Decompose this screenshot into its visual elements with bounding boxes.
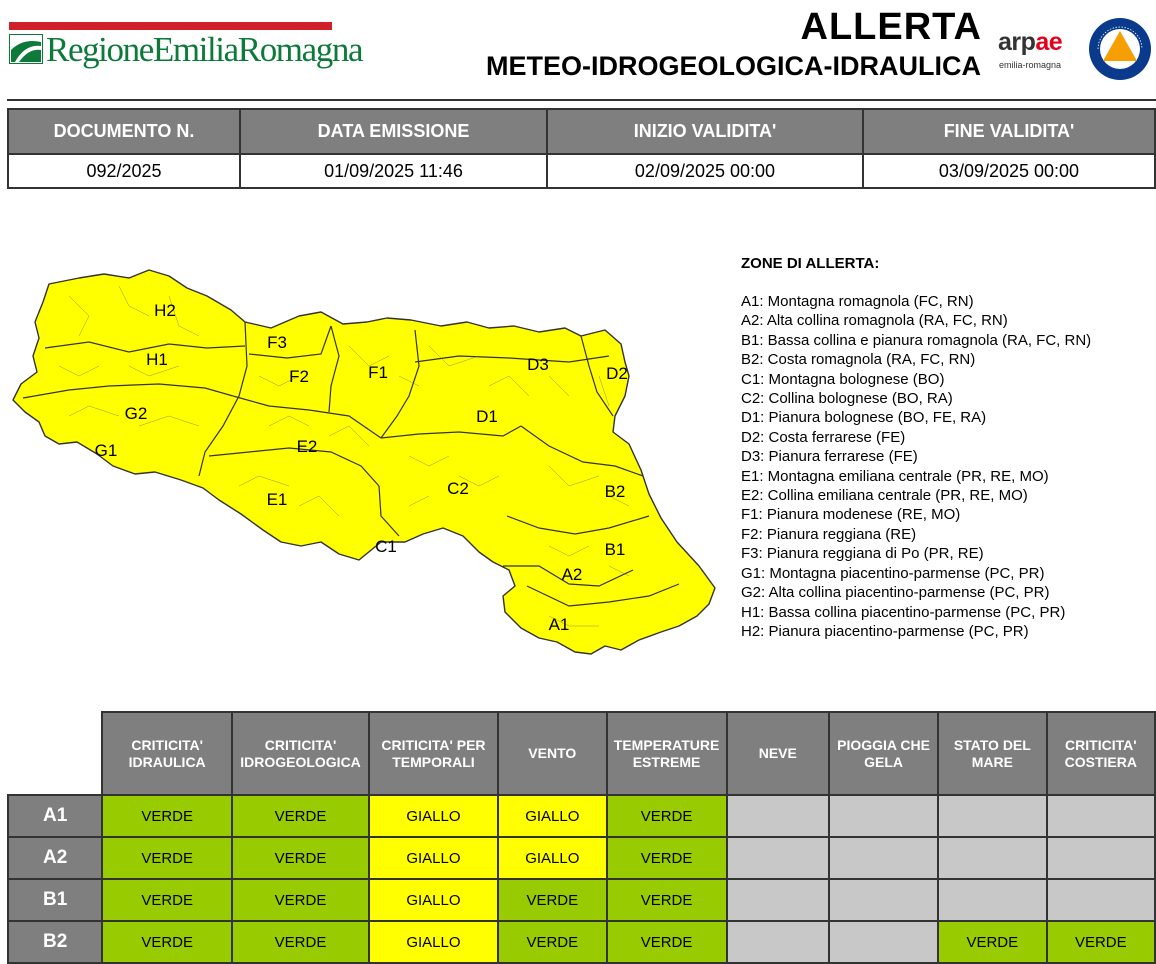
grid-cell-status <box>829 921 938 963</box>
grid-cell-status <box>829 879 938 921</box>
alert-zone-map <box>9 266 724 664</box>
grid-cell-status: GIALLO <box>369 921 498 963</box>
grid-cell-status: VERDE <box>607 837 727 879</box>
legend-item-e2: E2: Collina emiliana centrale (PR, RE, MO) <box>741 487 1028 505</box>
zone-label-g2: G2 <box>124 404 148 423</box>
document-info-table <box>7 108 1156 189</box>
legend-item-h1: H1: Bassa collina piacentino-parmense (PC, PR) <box>741 603 1066 621</box>
arpae-logo-subtitle: emilia-romagna <box>999 60 1062 70</box>
zone-label-h1: H1 <box>146 350 168 369</box>
info-header-fine-validita: FINE VALIDITA' <box>863 109 1155 154</box>
page-title: ALLERTA <box>800 6 982 48</box>
legend-item-a2: A2: Alta collina romagnola (RA, FC, RN) <box>741 312 1008 330</box>
grid-cell-status: VERDE <box>102 795 232 837</box>
grid-col-neve: NEVE <box>727 712 830 795</box>
grid-cell-status: VERDE <box>232 921 369 963</box>
legend-item-e1: E1: Montagna emiliana centrale (PR, RE, MO) <box>741 467 1049 485</box>
zone-label-b2: B2 <box>604 482 626 501</box>
info-header-inizio-validita: INIZIO VALIDITA' <box>547 109 863 154</box>
grid-cell-status: VERDE <box>232 795 369 837</box>
grid-zone-label: B2 <box>8 921 102 963</box>
protezione-civile-logo <box>1088 17 1152 81</box>
grid-cell-status: GIALLO <box>498 837 607 879</box>
alert-grid-row <box>8 921 1155 963</box>
grid-cell-status: VERDE <box>607 921 727 963</box>
legend-item-g2: G2: Alta collina piacentino-parmense (PC, PR) <box>741 584 1050 602</box>
alert-grid-row <box>8 879 1155 921</box>
zone-label-f1: F1 <box>368 363 388 382</box>
grid-cell-status: GIALLO <box>498 795 607 837</box>
zone-label-g1: G1 <box>94 441 118 460</box>
grid-col-temperature: TEMPERATURE ESTREME <box>607 712 727 795</box>
region-outline <box>13 270 715 654</box>
alert-grid-row <box>8 837 1155 879</box>
alert-grid-header-row <box>8 712 1155 795</box>
zone-label-b1: B1 <box>604 540 626 559</box>
grid-col-idraulica: CRITICITA' IDRAULICA <box>102 712 232 795</box>
info-header-data-emissione: DATA EMISSIONE <box>240 109 547 154</box>
regione-logo-text: RegioneEmiliaRomagna <box>46 30 363 69</box>
header-divider <box>7 99 1156 101</box>
zone-label-d1: D1 <box>476 407 498 426</box>
alert-grid-body <box>8 795 1155 963</box>
grid-cell-status: VERDE <box>498 879 607 921</box>
grid-cell-status: VERDE <box>102 879 232 921</box>
zone-label-a2: A2 <box>561 565 583 584</box>
alert-grid <box>7 711 1156 964</box>
legend-item-b1: B1: Bassa collina e pianura romagnola (RA, FC, RN) <box>741 331 1092 349</box>
info-header-row <box>8 109 1155 154</box>
info-header-documento: DOCUMENTO N. <box>8 109 240 154</box>
legend-item-d3: D3: Pianura ferrarese (FE) <box>741 448 918 466</box>
legend-item-g1: G1: Montagna piacentino-parmense (PC, PR) <box>741 564 1045 582</box>
legend-item-d1: D1: Pianura bolognese (BO, FE, RA) <box>741 409 987 427</box>
grid-cell-status <box>727 921 830 963</box>
grid-cell-status: GIALLO <box>369 879 498 921</box>
grid-cell-status <box>829 837 938 879</box>
grid-corner <box>8 712 102 795</box>
grid-zone-label: A1 <box>8 795 102 837</box>
regione-logo-bar <box>9 22 332 30</box>
legend-item-d2: D2: Costa ferrarese (FE) <box>741 428 906 446</box>
grid-cell-status <box>727 837 830 879</box>
alert-grid-row <box>8 795 1155 837</box>
grid-col-temporali: CRITICITA' PER TEMPORALI <box>369 712 498 795</box>
regione-logo-mark <box>9 34 43 64</box>
zone-label-d2: D2 <box>606 364 628 383</box>
arpae-logo-text: arpae <box>998 28 1063 56</box>
legend-item-a1: A1: Montagna romagnola (FC, RN) <box>741 293 974 310</box>
info-value-row <box>8 154 1155 188</box>
grid-cell-status: VERDE <box>607 879 727 921</box>
grid-zone-label: B1 <box>8 879 102 921</box>
grid-col-costiera: CRITICITA' COSTIERA <box>1047 712 1155 795</box>
legend-item-c1: C1: Montagna bolognese (BO) <box>741 370 945 388</box>
info-documento-value: 092/2025 <box>8 154 240 188</box>
info-data-emissione-value: 01/09/2025 11:46 <box>240 154 547 188</box>
grid-cell-status: VERDE <box>102 921 232 963</box>
grid-cell-status: VERDE <box>232 837 369 879</box>
legend-item-h2: H2: Pianura piacentino-parmense (PC, PR) <box>741 622 1029 640</box>
legend-item-b2: B2: Costa romagnola (RA, FC, RN) <box>741 351 976 369</box>
zone-label-c1: C1 <box>375 537 397 556</box>
zone-label-h2: H2 <box>154 301 176 320</box>
grid-cell-status: GIALLO <box>369 795 498 837</box>
grid-cell-status: VERDE <box>938 921 1047 963</box>
arpae-logo <box>998 28 1062 57</box>
grid-cell-status: VERDE <box>232 879 369 921</box>
grid-cell-status <box>938 837 1047 879</box>
zone-label-d3: D3 <box>527 355 549 374</box>
grid-cell-status: VERDE <box>498 921 607 963</box>
zone-label-f3: F3 <box>267 333 287 352</box>
grid-col-idrogeologica: CRITICITA' IDROGEOLOGICA <box>232 712 369 795</box>
legend-item-f3: F3: Pianura reggiana di Po (PR, RE) <box>741 545 984 563</box>
grid-cell-status <box>938 879 1047 921</box>
grid-cell-status: VERDE <box>607 795 727 837</box>
grid-cell-status <box>938 795 1047 837</box>
legend-item-f2: F2: Pianura reggiana (RE) <box>741 525 917 543</box>
grid-col-vento: VENTO <box>498 712 607 795</box>
grid-cell-status <box>1047 837 1155 879</box>
page-subtitle: METEO-IDROGEOLOGICA-IDRAULICA <box>486 51 981 81</box>
zone-label-e2: E2 <box>296 437 318 456</box>
zone-label-f2: F2 <box>289 367 309 386</box>
info-inizio-validita-value: 02/09/2025 00:00 <box>547 154 863 188</box>
grid-zone-label: A2 <box>8 837 102 879</box>
grid-cell-status <box>829 795 938 837</box>
zone-label-c2: C2 <box>447 479 469 498</box>
grid-cell-status: VERDE <box>1047 921 1155 963</box>
info-fine-validita-value: 03/09/2025 00:00 <box>863 154 1155 188</box>
grid-cell-status <box>1047 879 1155 921</box>
grid-cell-status <box>727 795 830 837</box>
zone-legend <box>741 255 1091 641</box>
zone-label-e1: E1 <box>266 490 288 509</box>
grid-cell-status: GIALLO <box>369 837 498 879</box>
grid-cell-status: VERDE <box>102 837 232 879</box>
grid-col-stato-mare: STATO DEL MARE <box>938 712 1047 795</box>
grid-cell-status <box>727 879 830 921</box>
grid-col-pioggia-gela: PIOGGIA CHE GELA <box>829 712 938 795</box>
legend-item-f1: F1: Pianura modenese (RE, MO) <box>741 506 961 524</box>
legend-item-c2: C2: Collina bolognese (BO, RA) <box>741 390 953 408</box>
legend-title: ZONE DI ALLERTA: <box>741 255 880 272</box>
grid-cell-status <box>1047 795 1155 837</box>
zone-label-a1: A1 <box>548 615 570 634</box>
